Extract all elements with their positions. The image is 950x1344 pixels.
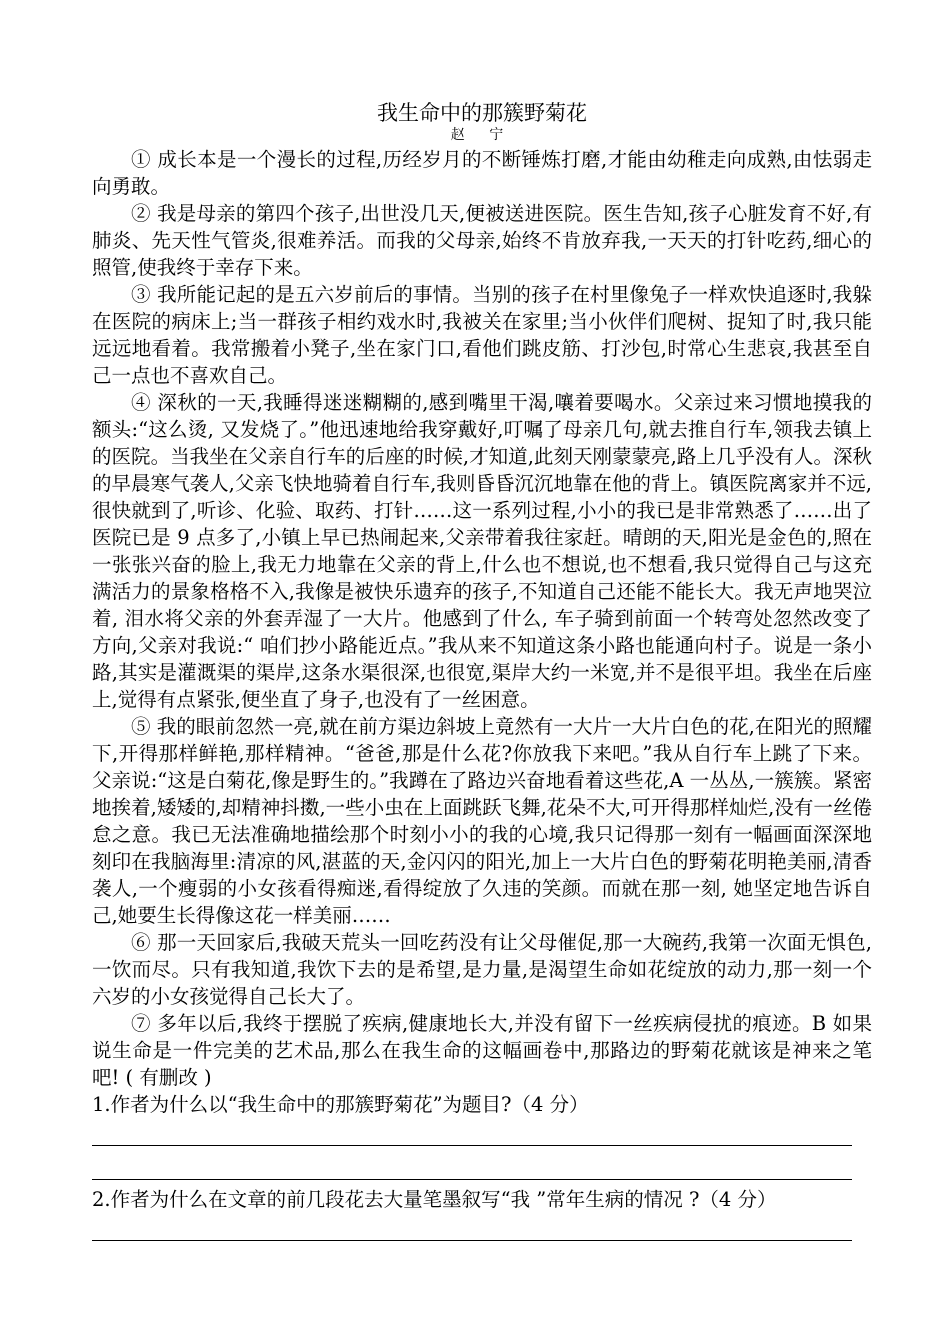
question-2: 2.作者为什么在文章的前几段花去大量笔墨叙写“我 ”常年生病的情况 ?（4 分） [92, 1188, 777, 1211]
paragraph-3: ③ 我所能记起的是五六岁前后的事情。当别的孩子在村里像兔子一样欢快追逐时,我躲在医院的病床上;当一群孩子相约戏水时,我被关在家里;当小伙伴们爬树、捉知了时,我只能远远地看着。我常搬着小凳子,坐在家门口,看他们跳皮筋、打沙包,时常心生悲哀,我甚至自己一点也不喜欢自己。 [92, 283, 872, 387]
answer-line[interactable] [92, 1213, 852, 1241]
paragraph-6: ⑥ 那一天回家后,我破天荒头一回吃药没有让父母催促,那一大碗药,我第一次面无惧色,一饮而尽。只有我知道,我饮下去的是希望,是力量,是渴望生命如花绽放的动力,那一刻一个六岁的小女孩觉得自己长大了。 [92, 931, 872, 1008]
answer-line[interactable] [92, 1118, 852, 1146]
answer-line[interactable] [92, 1152, 852, 1180]
question-1: 1.作者为什么以“我生命中的那簇野菊花”为题目?（4 分） [92, 1093, 589, 1116]
article-title: 我生命中的那簇野菊花 [377, 101, 587, 125]
article-author: 赵 宁 [450, 127, 514, 143]
paragraph-7: ⑦ 多年以后,我终于摆脱了疾病,健康地长大,并没有留下一丝疾病侵扰的痕迹。B 如果说生命是一件完美的艺术品,那么在我生命的这幅画卷中,那路边的野菊花就该是神来之笔吧! ( 有删改 ) [92, 1012, 872, 1089]
paragraph-2: ② 我是母亲的第四个孩子,出世没几天,便被送进医院。医生告知,孩子心脏发育不好,有肺炎、先天性气管炎,很难养活。而我的父母亲,始终不肯放弃我,一天天的打针吃药,细心的照管,使我终于幸存下来。 [92, 202, 872, 279]
paragraph-1: ① 成长本是一个漫长的过程,历经岁月的不断锤炼打磨,才能由幼稚走向成熟,由怯弱走向勇敢。 [92, 148, 872, 198]
paragraph-4: ④ 深秋的一天,我睡得迷迷糊糊的,感到嘴里干渴,嚷着要喝水。父亲过来习惯地摸我的额头:“这么烫, 又发烧了。”他迅速地给我穿戴好,叮嘱了母亲几句,就去推自行车,领我去镇上的医院。当我坐在父亲自行车的后座的时候,才知道,此刻天刚蒙蒙亮,路上几乎没有人。深秋的早晨寒气袭人,父亲飞快地骑着自行车,我则昏昏沉沉地靠在他的背上。镇医院离家并不远,很快就到了,听诊、化验、取药、打针……这一系列过程,小小的我已是非常熟悉了……出了医院已是 9 点多了,小镇上早已热闹起来,父亲带着我往家赶。晴朗的天,阳光是金色的,照在一张张兴奋的脸上,我无力地靠在父亲的背上,什么也不想说,也不想看,我只觉得自己与这充满活力的景象格格不入,我像是被快乐遗弃的孩子,不知道自己还能不能长大。我无声地哭泣着, 泪水将父亲的外套弄湿了一大片。他感到了什么, 车子骑到前面一个转弯处忽然改变了方向,父亲对我说:“ 咱们抄小路能近点。”我从来不知道这条小路也能通向村子。说是一条小路,其实是灌溉渠的渠岸,这条水渠很深,也很宽,渠岸大约一米宽,并不是很平坦。我坐在后座上,觉得有点紧张,便坐直了身子,也没有了一丝困意。 [92, 391, 872, 711]
paragraph-5: ⑤ 我的眼前忽然一亮,就在前方渠边斜坡上竟然有一大片一大片白色的花,在阳光的照耀下,开得那样鲜艳,那样精神。“爸爸,那是什么花?你放我下来吧。”我从自行车上跳了下来。父亲说:“这是白菊花,像是野生的。”我蹲在了路边兴奋地看着这些花,A 一丛丛,一簇簇。紧密地挨着,矮矮的,却精神抖擞,一些小虫在上面跳跃飞舞,花朵不大,可开得那样灿烂,没有一丝倦怠之意。我已无法准确地描绘那个时刻小小的我的心境,我只记得那一刻有一幅画面深深地刻印在我脑海里:清凉的风,湛蓝的天,金闪闪的阳光,加上一大片白色的野菊花明艳美丽,清香袭人,一个瘦弱的小女孩看得痴迷,看得绽放了久违的笑颜。而就在那一刻, 她坚定地告诉自己,她要生长得像这花一样美丽…… [92, 715, 872, 927]
